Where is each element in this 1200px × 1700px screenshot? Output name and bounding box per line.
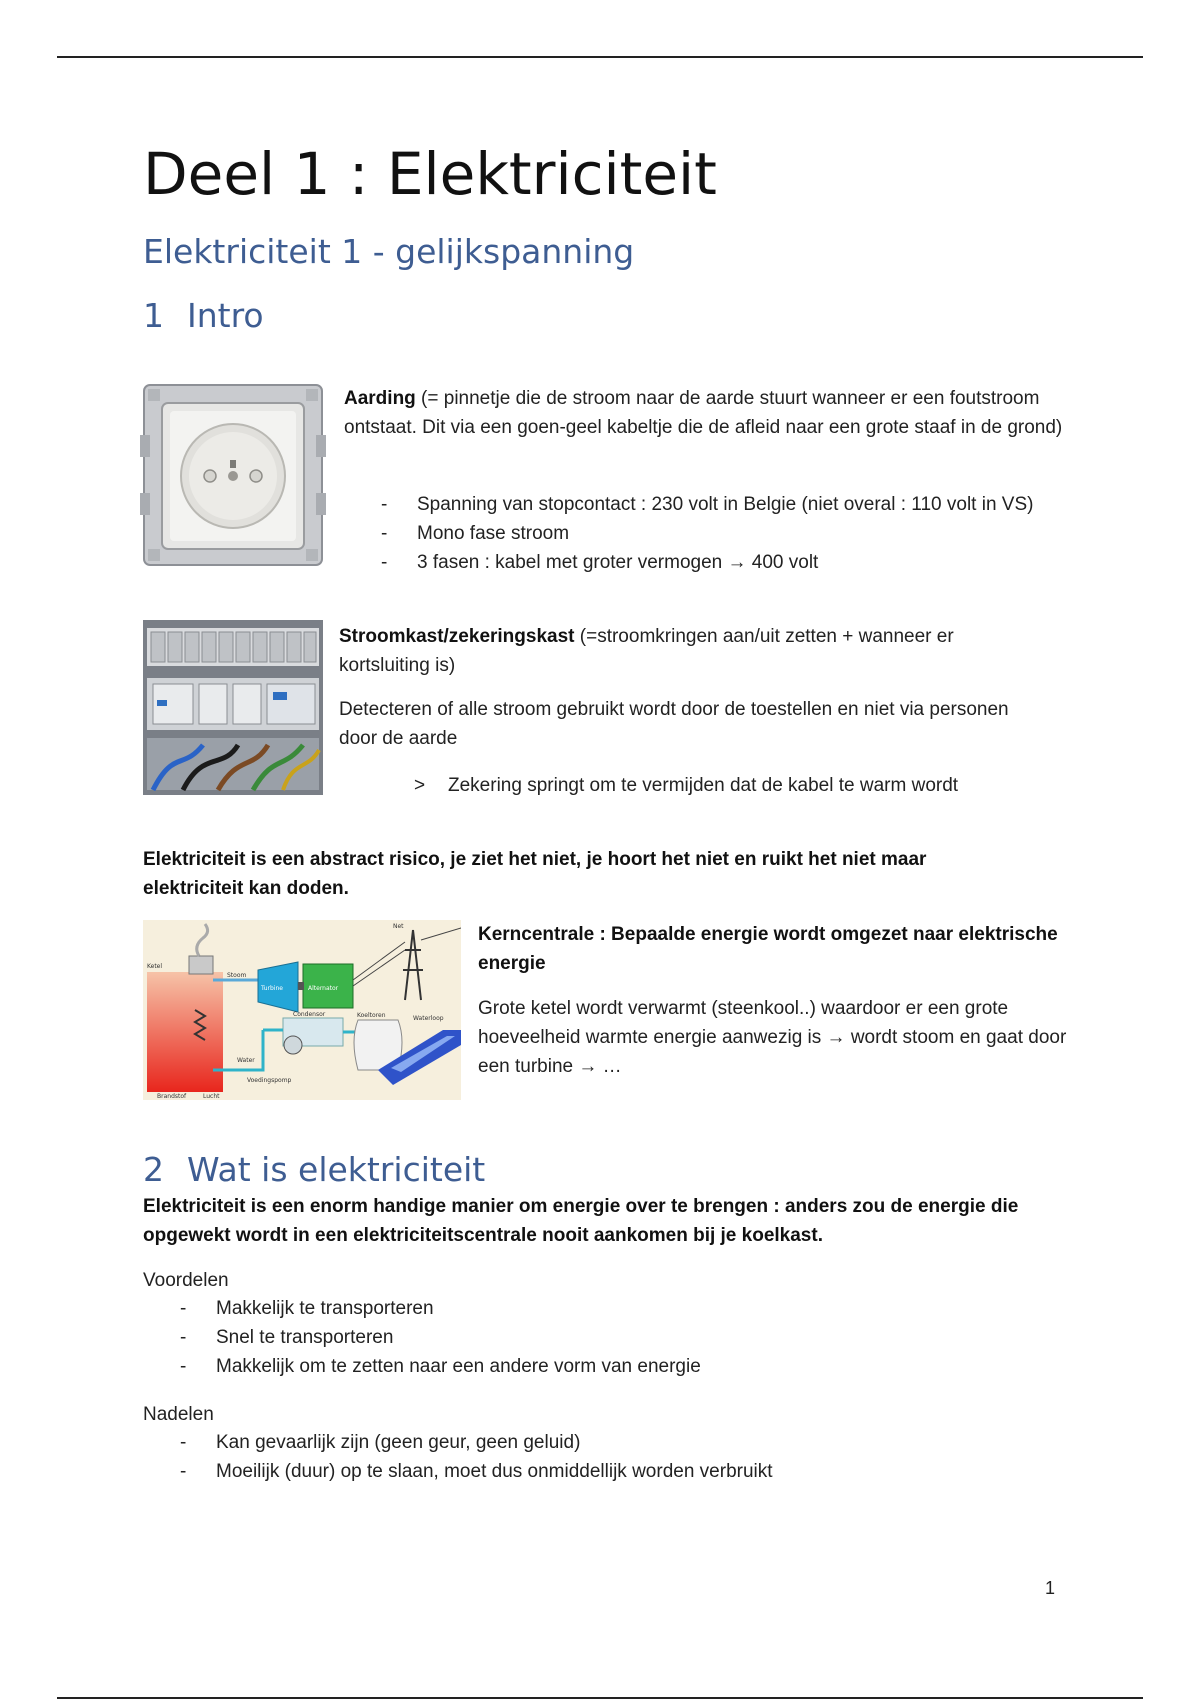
plant-label-turbine: Turbine bbox=[261, 985, 283, 992]
section-number: 1 bbox=[143, 296, 164, 335]
voordelen-label: Voordelen bbox=[143, 1270, 229, 1291]
aarding-text: (= pinnetje die de stroom naar de aarde stuurt wanneer er een foutstroom ontstaat. Dit via een goen-geel kabeltje die de afleid naar een grote staaf in de grond) bbox=[344, 388, 1063, 438]
document-title: Deel 1 : Elektriciteit bbox=[143, 140, 717, 208]
plant-label-koeltoren: Koeltoren bbox=[357, 1012, 386, 1019]
section-heading-intro bbox=[143, 296, 264, 335]
plant-label-net: Net bbox=[393, 923, 404, 930]
stroomkast-term: Stroomkast/zekeringskast bbox=[339, 626, 575, 647]
list-item: - Spanning van stopcontact : 230 volt in Belgie (niet overal : 110 volt in VS) bbox=[381, 490, 1053, 519]
list-item: - Makkelijk te transporteren bbox=[180, 1294, 980, 1323]
header-rule bbox=[57, 56, 1143, 58]
list-item: - Snel te transporteren bbox=[180, 1323, 980, 1352]
section-2-intro: Elektriciteit is een enorm handige manier om energie over te brengen : anders zou de energie die opgewekt wordt in een elektriciteitscentrale nooit aankomen bij je koelkast. bbox=[143, 1196, 1019, 1246]
list-item: - 3 fasen : kabel met groter vermogen → 400 volt bbox=[381, 548, 1053, 577]
stroomkast-detect-paragraph: Detecteren of alle stroom gebruikt wordt door de toestellen en niet via personen door de aarde bbox=[339, 699, 1009, 749]
plant-label-water: Water bbox=[237, 1057, 255, 1064]
fusebox-image bbox=[143, 620, 323, 795]
voordelen-list bbox=[180, 1294, 980, 1381]
document-subtitle: Elektriciteit 1 - gelijkspanning bbox=[143, 232, 635, 271]
plant-label-stoom: Stoom bbox=[227, 972, 247, 979]
socket-icon bbox=[140, 383, 326, 567]
list-item: - Makkelijk om te zetten naar een andere vorm van energie bbox=[180, 1352, 980, 1381]
list-item: - Kan gevaarlijk zijn (geen geur, geen geluid) bbox=[180, 1428, 980, 1457]
plant-label-ketel: Ketel bbox=[147, 963, 163, 970]
plant-label-brandstof: Brandstof bbox=[157, 1093, 187, 1100]
power-plant-diagram bbox=[143, 920, 461, 1100]
risk-statement: Elektriciteit is een abstract risico, je ziet het niet, je hoort het niet en ruikt het niet maar elektriciteit kan doden. bbox=[143, 849, 927, 899]
stroomkast-arrow-item bbox=[414, 771, 1054, 800]
arrow-item-text: Zekering springt om te vermijden dat de kabel te warm wordt bbox=[448, 775, 959, 796]
power-plant-icon bbox=[143, 920, 461, 1100]
page-number: 1 bbox=[1045, 1578, 1056, 1598]
plant-label-alternator: Alternator bbox=[308, 985, 339, 992]
aarding-bullet-list bbox=[381, 490, 1053, 577]
arrow-marker: > bbox=[414, 775, 426, 796]
plant-label-voedingspomp: Voedingspomp bbox=[247, 1077, 292, 1084]
list-item: - Mono fase stroom bbox=[381, 519, 1053, 548]
nadelen-list bbox=[180, 1428, 980, 1486]
plant-label-condensor: Condensor bbox=[293, 1011, 326, 1018]
plant-label-lucht: Lucht bbox=[203, 1093, 220, 1100]
aarding-term: Aarding bbox=[344, 388, 416, 409]
stroomkast-text: (=stroomkringen aan/uit zetten + wanneer er kortsluiting is) bbox=[339, 626, 954, 676]
plant-label-waterloop: Waterloop bbox=[413, 1015, 444, 1022]
section-number: 2 bbox=[143, 1150, 164, 1189]
socket-image bbox=[140, 383, 326, 567]
kerncentrale-heading: Kerncentrale : Bepaalde energie wordt omgezet naar elektrische energie bbox=[478, 924, 1058, 974]
footer-rule bbox=[57, 1697, 1143, 1699]
aarding-paragraph bbox=[344, 384, 1064, 442]
section-title: Intro bbox=[187, 296, 264, 335]
section-heading-wat-is-elektriciteit bbox=[143, 1150, 485, 1189]
section-title: Wat is elektriciteit bbox=[187, 1150, 486, 1189]
fusebox-icon bbox=[143, 620, 323, 795]
stroomkast-paragraph bbox=[339, 622, 1039, 680]
list-item: - Moeilijk (duur) op te slaan, moet dus onmiddellijk worden verbruikt bbox=[180, 1457, 980, 1486]
nadelen-label: Nadelen bbox=[143, 1404, 214, 1425]
kerncentrale-paragraph: Grote ketel wordt verwarmt (steenkool..) waardoor er een grote hoeveelheid warmte energie aanwezig is → wordt stoom en gaat door een turbine → … bbox=[478, 998, 1067, 1077]
